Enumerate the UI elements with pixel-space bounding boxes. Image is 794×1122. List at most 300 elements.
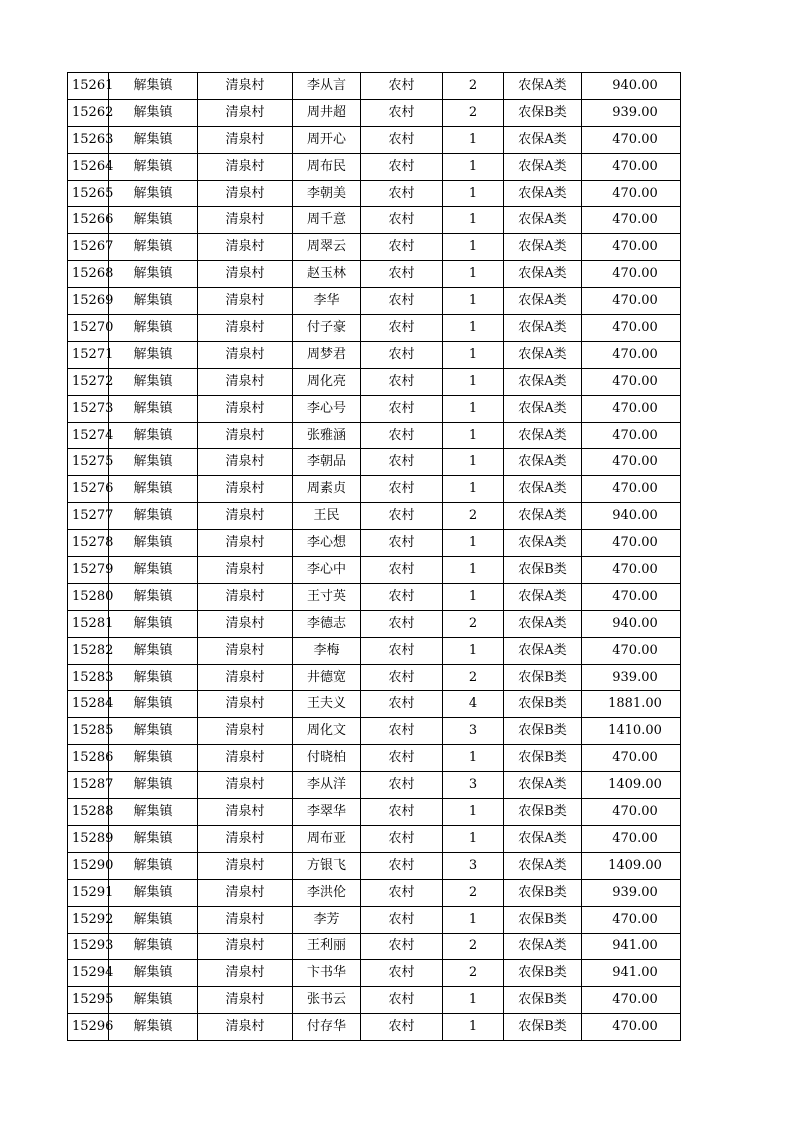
village-cell: 清泉村 bbox=[198, 637, 293, 664]
person-name-cell: 井德宽 bbox=[293, 664, 361, 691]
person-name-cell: 李德志 bbox=[293, 610, 361, 637]
village-cell: 清泉村 bbox=[198, 1014, 293, 1041]
record-id-cell: 15278 bbox=[68, 530, 109, 557]
record-id-cell: 15296 bbox=[68, 1014, 109, 1041]
town-cell: 解集镇 bbox=[109, 126, 198, 153]
area-type-cell: 农村 bbox=[361, 745, 443, 772]
insurance-type-cell: 农保A类 bbox=[504, 341, 582, 368]
record-id-cell: 15273 bbox=[68, 395, 109, 422]
town-cell: 解集镇 bbox=[109, 772, 198, 799]
member-count-cell: 4 bbox=[443, 691, 504, 718]
person-name-cell: 周开心 bbox=[293, 126, 361, 153]
village-cell: 清泉村 bbox=[198, 315, 293, 342]
amount-cell: 470.00 bbox=[582, 745, 681, 772]
member-count-cell: 1 bbox=[443, 288, 504, 315]
member-count-cell: 1 bbox=[443, 315, 504, 342]
person-name-cell: 周化亮 bbox=[293, 368, 361, 395]
person-name-cell: 李心想 bbox=[293, 530, 361, 557]
insurance-type-cell: 农保A类 bbox=[504, 610, 582, 637]
insurance-type-cell: 农保B类 bbox=[504, 718, 582, 745]
area-type-cell: 农村 bbox=[361, 153, 443, 180]
amount-cell: 470.00 bbox=[582, 557, 681, 584]
village-cell: 清泉村 bbox=[198, 691, 293, 718]
member-count-cell: 3 bbox=[443, 772, 504, 799]
village-cell: 清泉村 bbox=[198, 772, 293, 799]
town-cell: 解集镇 bbox=[109, 879, 198, 906]
person-name-cell: 卞书华 bbox=[293, 960, 361, 987]
town-cell: 解集镇 bbox=[109, 557, 198, 584]
amount-cell: 470.00 bbox=[582, 799, 681, 826]
village-cell: 清泉村 bbox=[198, 799, 293, 826]
insurance-type-cell: 农保A类 bbox=[504, 234, 582, 261]
amount-cell: 470.00 bbox=[582, 476, 681, 503]
record-id-cell: 15270 bbox=[68, 315, 109, 342]
member-count-cell: 1 bbox=[443, 341, 504, 368]
record-id-cell: 15268 bbox=[68, 261, 109, 288]
area-type-cell: 农村 bbox=[361, 180, 443, 207]
member-count-cell: 2 bbox=[443, 664, 504, 691]
insurance-type-cell: 农保B类 bbox=[504, 99, 582, 126]
amount-cell: 470.00 bbox=[582, 207, 681, 234]
table-row bbox=[68, 1014, 681, 1041]
record-id-cell: 15276 bbox=[68, 476, 109, 503]
amount-cell: 470.00 bbox=[582, 530, 681, 557]
village-cell: 清泉村 bbox=[198, 987, 293, 1014]
area-type-cell: 农村 bbox=[361, 718, 443, 745]
village-cell: 清泉村 bbox=[198, 530, 293, 557]
table-row bbox=[68, 180, 681, 207]
insurance-type-cell: 农保B类 bbox=[504, 745, 582, 772]
village-cell: 清泉村 bbox=[198, 180, 293, 207]
table-row bbox=[68, 315, 681, 342]
insurance-type-cell: 农保A类 bbox=[504, 422, 582, 449]
area-type-cell: 农村 bbox=[361, 73, 443, 100]
person-name-cell: 李从言 bbox=[293, 73, 361, 100]
amount-cell: 470.00 bbox=[582, 637, 681, 664]
area-type-cell: 农村 bbox=[361, 315, 443, 342]
record-id-cell: 15292 bbox=[68, 906, 109, 933]
amount-cell: 941.00 bbox=[582, 960, 681, 987]
village-cell: 清泉村 bbox=[198, 207, 293, 234]
insurance-type-cell: 农保A类 bbox=[504, 476, 582, 503]
table-row bbox=[68, 503, 681, 530]
person-name-cell: 李心号 bbox=[293, 395, 361, 422]
table-row bbox=[68, 368, 681, 395]
member-count-cell: 1 bbox=[443, 530, 504, 557]
area-type-cell: 农村 bbox=[361, 691, 443, 718]
town-cell: 解集镇 bbox=[109, 933, 198, 960]
table-row bbox=[68, 153, 681, 180]
insurance-type-cell: 农保A类 bbox=[504, 126, 582, 153]
record-id-cell: 15266 bbox=[68, 207, 109, 234]
town-cell: 解集镇 bbox=[109, 261, 198, 288]
town-cell: 解集镇 bbox=[109, 1014, 198, 1041]
area-type-cell: 农村 bbox=[361, 234, 443, 261]
roster-table bbox=[67, 72, 681, 1041]
insurance-type-cell: 农保A类 bbox=[504, 315, 582, 342]
record-id-cell: 15286 bbox=[68, 745, 109, 772]
amount-cell: 470.00 bbox=[582, 422, 681, 449]
person-name-cell: 周千意 bbox=[293, 207, 361, 234]
person-name-cell: 周素贞 bbox=[293, 476, 361, 503]
person-name-cell: 李芳 bbox=[293, 906, 361, 933]
member-count-cell: 1 bbox=[443, 422, 504, 449]
area-type-cell: 农村 bbox=[361, 825, 443, 852]
table-row bbox=[68, 476, 681, 503]
village-cell: 清泉村 bbox=[198, 422, 293, 449]
member-count-cell: 1 bbox=[443, 180, 504, 207]
area-type-cell: 农村 bbox=[361, 799, 443, 826]
amount-cell: 1410.00 bbox=[582, 718, 681, 745]
person-name-cell: 付晓柏 bbox=[293, 745, 361, 772]
amount-cell: 1881.00 bbox=[582, 691, 681, 718]
village-cell: 清泉村 bbox=[198, 933, 293, 960]
person-name-cell: 周布民 bbox=[293, 153, 361, 180]
record-id-cell: 15271 bbox=[68, 341, 109, 368]
insurance-type-cell: 农保B类 bbox=[504, 987, 582, 1014]
insurance-type-cell: 农保A类 bbox=[504, 449, 582, 476]
table-row bbox=[68, 664, 681, 691]
area-type-cell: 农村 bbox=[361, 583, 443, 610]
village-cell: 清泉村 bbox=[198, 73, 293, 100]
area-type-cell: 农村 bbox=[361, 99, 443, 126]
record-id-cell: 15280 bbox=[68, 583, 109, 610]
record-id-cell: 15274 bbox=[68, 422, 109, 449]
amount-cell: 470.00 bbox=[582, 315, 681, 342]
area-type-cell: 农村 bbox=[361, 987, 443, 1014]
table-row bbox=[68, 99, 681, 126]
village-cell: 清泉村 bbox=[198, 341, 293, 368]
town-cell: 解集镇 bbox=[109, 718, 198, 745]
record-id-cell: 15269 bbox=[68, 288, 109, 315]
member-count-cell: 1 bbox=[443, 126, 504, 153]
table-row bbox=[68, 422, 681, 449]
area-type-cell: 农村 bbox=[361, 1014, 443, 1041]
village-cell: 清泉村 bbox=[198, 583, 293, 610]
table-row bbox=[68, 933, 681, 960]
record-id-cell: 15279 bbox=[68, 557, 109, 584]
town-cell: 解集镇 bbox=[109, 530, 198, 557]
insurance-type-cell: 农保B类 bbox=[504, 799, 582, 826]
table-row bbox=[68, 772, 681, 799]
record-id-cell: 15289 bbox=[68, 825, 109, 852]
town-cell: 解集镇 bbox=[109, 449, 198, 476]
table-row bbox=[68, 799, 681, 826]
amount-cell: 470.00 bbox=[582, 180, 681, 207]
amount-cell: 470.00 bbox=[582, 234, 681, 261]
area-type-cell: 农村 bbox=[361, 476, 443, 503]
amount-cell: 941.00 bbox=[582, 933, 681, 960]
record-id-cell: 15291 bbox=[68, 879, 109, 906]
person-name-cell: 付存华 bbox=[293, 1014, 361, 1041]
table-row bbox=[68, 960, 681, 987]
record-id-cell: 15277 bbox=[68, 503, 109, 530]
amount-cell: 939.00 bbox=[582, 664, 681, 691]
table-row bbox=[68, 745, 681, 772]
insurance-type-cell: 农保A类 bbox=[504, 368, 582, 395]
insurance-type-cell: 农保A类 bbox=[504, 180, 582, 207]
record-id-cell: 15285 bbox=[68, 718, 109, 745]
person-name-cell: 周梦君 bbox=[293, 341, 361, 368]
member-count-cell: 1 bbox=[443, 745, 504, 772]
table-row bbox=[68, 234, 681, 261]
table-row bbox=[68, 557, 681, 584]
town-cell: 解集镇 bbox=[109, 987, 198, 1014]
town-cell: 解集镇 bbox=[109, 341, 198, 368]
person-name-cell: 周布亚 bbox=[293, 825, 361, 852]
town-cell: 解集镇 bbox=[109, 503, 198, 530]
member-count-cell: 3 bbox=[443, 852, 504, 879]
insurance-type-cell: 农保A类 bbox=[504, 583, 582, 610]
village-cell: 清泉村 bbox=[198, 126, 293, 153]
area-type-cell: 农村 bbox=[361, 879, 443, 906]
member-count-cell: 1 bbox=[443, 987, 504, 1014]
insurance-type-cell: 农保A类 bbox=[504, 825, 582, 852]
member-count-cell: 2 bbox=[443, 879, 504, 906]
village-cell: 清泉村 bbox=[198, 476, 293, 503]
town-cell: 解集镇 bbox=[109, 960, 198, 987]
amount-cell: 470.00 bbox=[582, 987, 681, 1014]
record-id-cell: 15265 bbox=[68, 180, 109, 207]
table-row bbox=[68, 395, 681, 422]
area-type-cell: 农村 bbox=[361, 530, 443, 557]
town-cell: 解集镇 bbox=[109, 153, 198, 180]
insurance-type-cell: 农保A类 bbox=[504, 637, 582, 664]
village-cell: 清泉村 bbox=[198, 503, 293, 530]
person-name-cell: 李华 bbox=[293, 288, 361, 315]
roster-table-body bbox=[68, 73, 681, 1041]
person-name-cell: 李梅 bbox=[293, 637, 361, 664]
record-id-cell: 15264 bbox=[68, 153, 109, 180]
member-count-cell: 1 bbox=[443, 368, 504, 395]
insurance-type-cell: 农保A类 bbox=[504, 530, 582, 557]
table-row bbox=[68, 341, 681, 368]
town-cell: 解集镇 bbox=[109, 664, 198, 691]
town-cell: 解集镇 bbox=[109, 852, 198, 879]
amount-cell: 470.00 bbox=[582, 126, 681, 153]
insurance-type-cell: 农保A类 bbox=[504, 288, 582, 315]
member-count-cell: 1 bbox=[443, 153, 504, 180]
amount-cell: 939.00 bbox=[582, 99, 681, 126]
member-count-cell: 1 bbox=[443, 476, 504, 503]
town-cell: 解集镇 bbox=[109, 288, 198, 315]
insurance-type-cell: 农保A类 bbox=[504, 207, 582, 234]
record-id-cell: 15284 bbox=[68, 691, 109, 718]
area-type-cell: 农村 bbox=[361, 664, 443, 691]
member-count-cell: 1 bbox=[443, 395, 504, 422]
amount-cell: 470.00 bbox=[582, 368, 681, 395]
town-cell: 解集镇 bbox=[109, 315, 198, 342]
town-cell: 解集镇 bbox=[109, 368, 198, 395]
town-cell: 解集镇 bbox=[109, 99, 198, 126]
amount-cell: 939.00 bbox=[582, 879, 681, 906]
area-type-cell: 农村 bbox=[361, 906, 443, 933]
record-id-cell: 15261 bbox=[68, 73, 109, 100]
town-cell: 解集镇 bbox=[109, 234, 198, 261]
insurance-type-cell: 农保B类 bbox=[504, 879, 582, 906]
table-row bbox=[68, 207, 681, 234]
table-row bbox=[68, 718, 681, 745]
town-cell: 解集镇 bbox=[109, 422, 198, 449]
amount-cell: 470.00 bbox=[582, 583, 681, 610]
village-cell: 清泉村 bbox=[198, 879, 293, 906]
area-type-cell: 农村 bbox=[361, 261, 443, 288]
amount-cell: 940.00 bbox=[582, 610, 681, 637]
amount-cell: 1409.00 bbox=[582, 772, 681, 799]
area-type-cell: 农村 bbox=[361, 637, 443, 664]
member-count-cell: 2 bbox=[443, 99, 504, 126]
town-cell: 解集镇 bbox=[109, 395, 198, 422]
town-cell: 解集镇 bbox=[109, 825, 198, 852]
town-cell: 解集镇 bbox=[109, 906, 198, 933]
area-type-cell: 农村 bbox=[361, 449, 443, 476]
area-type-cell: 农村 bbox=[361, 852, 443, 879]
member-count-cell: 1 bbox=[443, 637, 504, 664]
area-type-cell: 农村 bbox=[361, 422, 443, 449]
table-row bbox=[68, 583, 681, 610]
amount-cell: 940.00 bbox=[582, 73, 681, 100]
record-id-cell: 15281 bbox=[68, 610, 109, 637]
table-row bbox=[68, 691, 681, 718]
person-name-cell: 王民 bbox=[293, 503, 361, 530]
person-name-cell: 李从洋 bbox=[293, 772, 361, 799]
record-id-cell: 15283 bbox=[68, 664, 109, 691]
village-cell: 清泉村 bbox=[198, 906, 293, 933]
insurance-type-cell: 农保B类 bbox=[504, 960, 582, 987]
record-id-cell: 15282 bbox=[68, 637, 109, 664]
table-row bbox=[68, 261, 681, 288]
area-type-cell: 农村 bbox=[361, 960, 443, 987]
village-cell: 清泉村 bbox=[198, 610, 293, 637]
amount-cell: 470.00 bbox=[582, 825, 681, 852]
insurance-type-cell: 农保A类 bbox=[504, 503, 582, 530]
village-cell: 清泉村 bbox=[198, 368, 293, 395]
town-cell: 解集镇 bbox=[109, 610, 198, 637]
member-count-cell: 2 bbox=[443, 610, 504, 637]
insurance-type-cell: 农保A类 bbox=[504, 852, 582, 879]
member-count-cell: 2 bbox=[443, 73, 504, 100]
town-cell: 解集镇 bbox=[109, 180, 198, 207]
member-count-cell: 1 bbox=[443, 825, 504, 852]
record-id-cell: 15288 bbox=[68, 799, 109, 826]
member-count-cell: 3 bbox=[443, 718, 504, 745]
amount-cell: 470.00 bbox=[582, 449, 681, 476]
person-name-cell: 王利丽 bbox=[293, 933, 361, 960]
record-id-cell: 15275 bbox=[68, 449, 109, 476]
area-type-cell: 农村 bbox=[361, 341, 443, 368]
person-name-cell: 李朝品 bbox=[293, 449, 361, 476]
town-cell: 解集镇 bbox=[109, 637, 198, 664]
member-count-cell: 2 bbox=[443, 503, 504, 530]
record-id-cell: 15294 bbox=[68, 960, 109, 987]
town-cell: 解集镇 bbox=[109, 73, 198, 100]
village-cell: 清泉村 bbox=[198, 261, 293, 288]
table-row bbox=[68, 825, 681, 852]
member-count-cell: 1 bbox=[443, 207, 504, 234]
member-count-cell: 2 bbox=[443, 933, 504, 960]
table-row bbox=[68, 288, 681, 315]
area-type-cell: 农村 bbox=[361, 126, 443, 153]
member-count-cell: 1 bbox=[443, 261, 504, 288]
village-cell: 清泉村 bbox=[198, 288, 293, 315]
person-name-cell: 张书云 bbox=[293, 987, 361, 1014]
area-type-cell: 农村 bbox=[361, 610, 443, 637]
village-cell: 清泉村 bbox=[198, 825, 293, 852]
village-cell: 清泉村 bbox=[198, 745, 293, 772]
town-cell: 解集镇 bbox=[109, 476, 198, 503]
record-id-cell: 15267 bbox=[68, 234, 109, 261]
area-type-cell: 农村 bbox=[361, 288, 443, 315]
person-name-cell: 周化文 bbox=[293, 718, 361, 745]
record-id-cell: 15272 bbox=[68, 368, 109, 395]
table-row bbox=[68, 987, 681, 1014]
person-name-cell: 李翠华 bbox=[293, 799, 361, 826]
member-count-cell: 2 bbox=[443, 960, 504, 987]
village-cell: 清泉村 bbox=[198, 449, 293, 476]
insurance-type-cell: 农保A类 bbox=[504, 772, 582, 799]
village-cell: 清泉村 bbox=[198, 99, 293, 126]
insurance-type-cell: 农保A类 bbox=[504, 73, 582, 100]
village-cell: 清泉村 bbox=[198, 664, 293, 691]
table-row bbox=[68, 852, 681, 879]
insurance-type-cell: 农保B类 bbox=[504, 906, 582, 933]
record-id-cell: 15295 bbox=[68, 987, 109, 1014]
area-type-cell: 农村 bbox=[361, 503, 443, 530]
member-count-cell: 1 bbox=[443, 449, 504, 476]
amount-cell: 1409.00 bbox=[582, 852, 681, 879]
insurance-type-cell: 农保B类 bbox=[504, 664, 582, 691]
member-count-cell: 1 bbox=[443, 234, 504, 261]
town-cell: 解集镇 bbox=[109, 583, 198, 610]
person-name-cell: 赵玉林 bbox=[293, 261, 361, 288]
village-cell: 清泉村 bbox=[198, 395, 293, 422]
person-name-cell: 王寸英 bbox=[293, 583, 361, 610]
person-name-cell: 李洪伦 bbox=[293, 879, 361, 906]
table-row bbox=[68, 610, 681, 637]
village-cell: 清泉村 bbox=[198, 852, 293, 879]
amount-cell: 470.00 bbox=[582, 341, 681, 368]
area-type-cell: 农村 bbox=[361, 395, 443, 422]
amount-cell: 470.00 bbox=[582, 288, 681, 315]
amount-cell: 470.00 bbox=[582, 906, 681, 933]
table-row bbox=[68, 637, 681, 664]
area-type-cell: 农村 bbox=[361, 368, 443, 395]
insurance-type-cell: 农保A类 bbox=[504, 395, 582, 422]
amount-cell: 940.00 bbox=[582, 503, 681, 530]
member-count-cell: 1 bbox=[443, 557, 504, 584]
area-type-cell: 农村 bbox=[361, 933, 443, 960]
record-id-cell: 15263 bbox=[68, 126, 109, 153]
insurance-type-cell: 农保A类 bbox=[504, 261, 582, 288]
village-cell: 清泉村 bbox=[198, 718, 293, 745]
member-count-cell: 1 bbox=[443, 1014, 504, 1041]
village-cell: 清泉村 bbox=[198, 234, 293, 261]
village-cell: 清泉村 bbox=[198, 153, 293, 180]
person-name-cell: 李心中 bbox=[293, 557, 361, 584]
village-cell: 清泉村 bbox=[198, 960, 293, 987]
area-type-cell: 农村 bbox=[361, 207, 443, 234]
person-name-cell: 李朝美 bbox=[293, 180, 361, 207]
person-name-cell: 周井超 bbox=[293, 99, 361, 126]
area-type-cell: 农村 bbox=[361, 772, 443, 799]
person-name-cell: 周翠云 bbox=[293, 234, 361, 261]
record-id-cell: 15293 bbox=[68, 933, 109, 960]
town-cell: 解集镇 bbox=[109, 691, 198, 718]
member-count-cell: 1 bbox=[443, 906, 504, 933]
table-row bbox=[68, 879, 681, 906]
table-row bbox=[68, 126, 681, 153]
person-name-cell: 王夫义 bbox=[293, 691, 361, 718]
